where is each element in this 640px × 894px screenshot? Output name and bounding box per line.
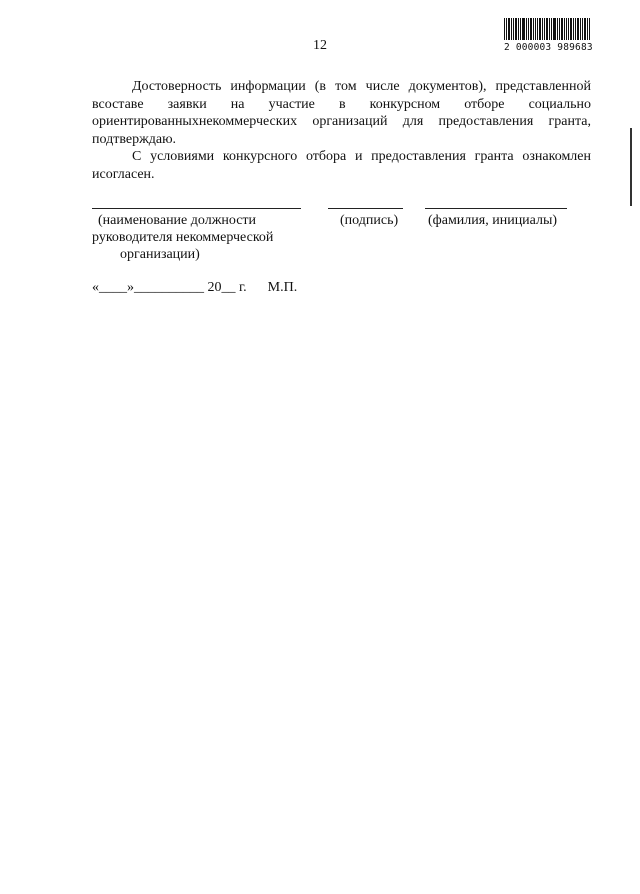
position-caption-line-3: организации) (120, 247, 200, 262)
position-signature-line (92, 208, 301, 209)
document-body (92, 78, 591, 183)
position-caption-line-2: руководителя некоммерческой (92, 230, 274, 245)
name-caption: (фамилия, инициалы) (428, 213, 558, 228)
scan-edge-mark (630, 128, 632, 206)
barcode (504, 18, 593, 56)
barcode-bars (504, 18, 590, 40)
paragraph-agreement: С условиями конкурсного отбора и предоставления гранта ознакомлен исогласен. (92, 149, 591, 182)
stamp-label: М.П. (267, 280, 298, 295)
page-number: 12 (313, 38, 327, 53)
barcode-number: 2 000003 989683 (504, 42, 593, 53)
paragraph-confirmation: Достоверность информации (в том числе документов), представленной всоставе заявки на участие в конкурсном отборе социально ориентированныхнекоммерческих организаций для предоставления гранта, подтверждаю. (92, 79, 591, 147)
date-template: «____»__________ 20__ г. (92, 280, 247, 295)
signature-line (328, 208, 403, 209)
position-caption-line-1: (наименование должности (98, 213, 257, 228)
signature-caption: (подпись) (340, 213, 399, 228)
name-signature-line (425, 208, 567, 209)
date-row (92, 280, 297, 296)
